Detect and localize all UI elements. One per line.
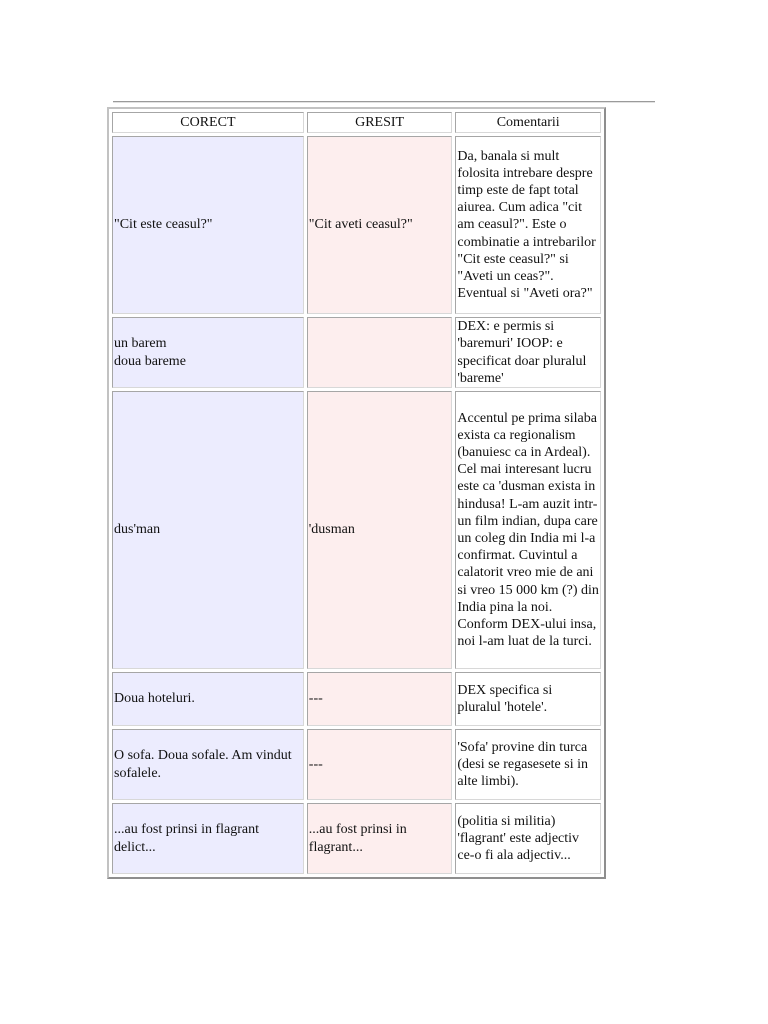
cell-corect: dus'man xyxy=(112,391,304,669)
header-corect: CORECT xyxy=(112,112,304,133)
cell-gresit: 'dusman xyxy=(307,391,453,669)
horizontal-rule xyxy=(113,101,655,103)
grammar-table xyxy=(107,107,606,879)
table-row xyxy=(112,803,601,874)
cell-comentarii: (politia si militia) 'flagrant' este adjectiv ce-o fi ala adjectiv... xyxy=(455,803,601,874)
table-row xyxy=(112,391,601,669)
cell-gresit xyxy=(307,317,453,388)
table-row xyxy=(112,317,601,388)
cell-corect: Doua hoteluri. xyxy=(112,672,304,726)
cell-gresit: --- xyxy=(307,729,453,800)
cell-gresit: "Cit aveti ceasul?" xyxy=(307,136,453,314)
table-row xyxy=(112,136,601,314)
cell-corect: "Cit este ceasul?" xyxy=(112,136,304,314)
cell-corect: ...au fost prinsi in flagrant delict... xyxy=(112,803,304,874)
header-comentarii: Comentarii xyxy=(455,112,601,133)
header-gresit: GRESIT xyxy=(307,112,453,133)
cell-gresit: --- xyxy=(307,672,453,726)
table-row xyxy=(112,729,601,800)
cell-comentarii: DEX specifica si pluralul 'hotele'. xyxy=(455,672,601,726)
cell-corect: O sofa. Doua sofale. Am vindut sofalele. xyxy=(112,729,304,800)
cell-comentarii: Accentul pe prima silaba exista ca regionalism (banuiesc ca in Ardeal). Cel mai interesant lucru este ca 'dusman exista in hindusa! L-am auzit intr-un film indian, dupa care un coleg din India mi l-a confirmat. Cuvintul a calatorit vreo mie de ani si vreo 15 000 km (?) din India pina la noi. Conform DEX-ului insa, noi l-am luat de la turci. xyxy=(455,391,601,669)
cell-comentarii: DEX: e permis si 'baremuri' IOOP: e specificat doar pluralul 'bareme' xyxy=(455,317,601,388)
header-row xyxy=(112,112,601,133)
cell-gresit: ...au fost prinsi in flagrant... xyxy=(307,803,453,874)
cell-corect: un barem doua bareme xyxy=(112,317,304,388)
table-row xyxy=(112,672,601,726)
cell-comentarii: 'Sofa' provine din turca (desi se regasesete si in alte limbi). xyxy=(455,729,601,800)
cell-comentarii: Da, banala si mult folosita intrebare despre timp este de fapt total aiurea. Cum adica "cit am ceasul?". Este o combinatie a intrebarilor "Cit este ceasul?" si "Aveti un ceas?". Eventual si "Aveti ora?" xyxy=(455,136,601,314)
